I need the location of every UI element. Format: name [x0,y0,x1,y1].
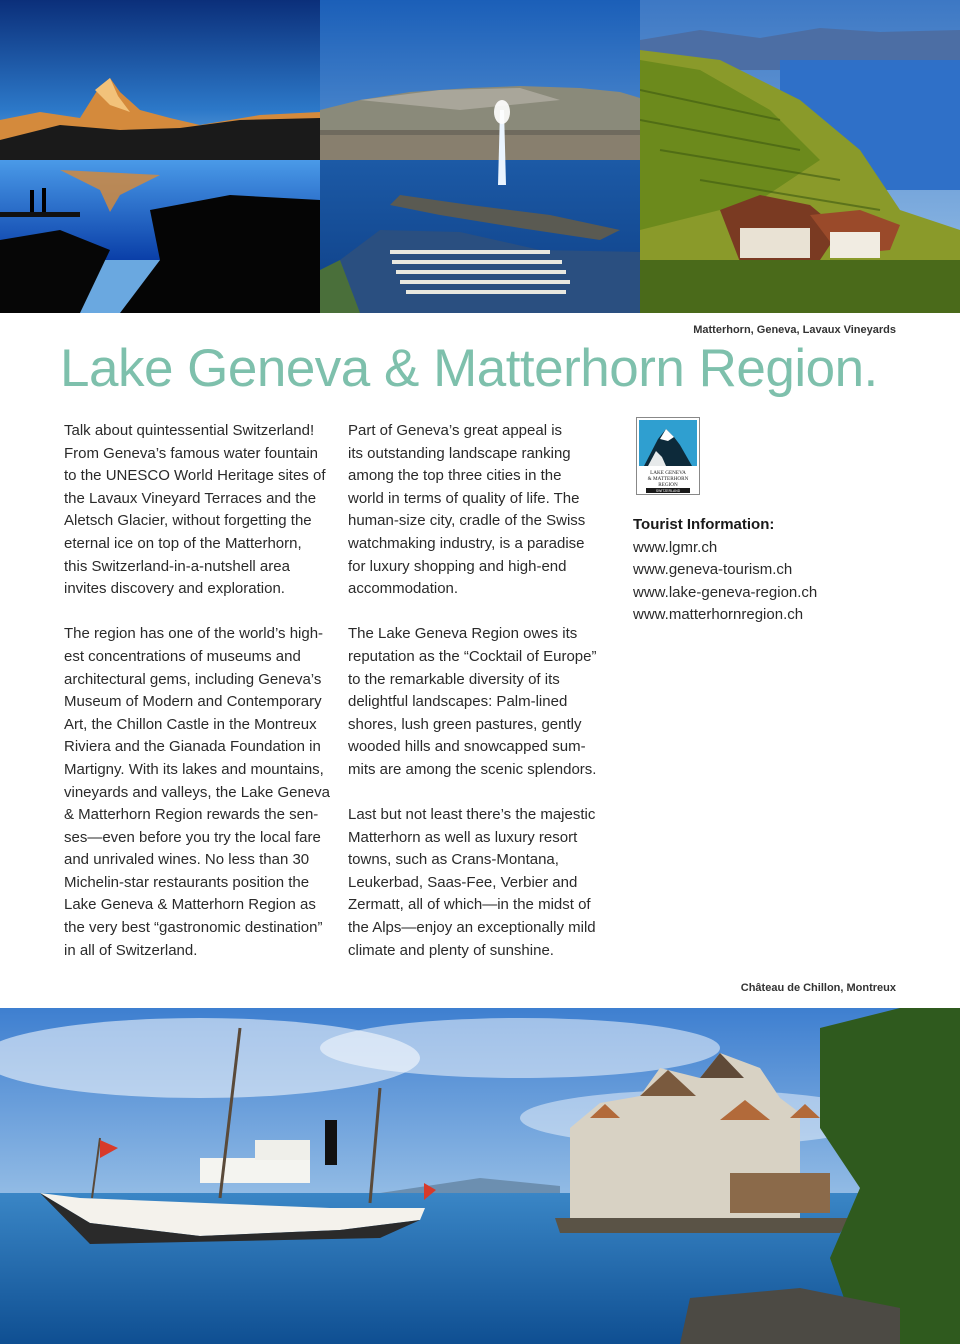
chateau-de-chillon-photo [0,1008,960,1344]
text-column-left [64,420,332,985]
logo-line-4: SWITZERLAND [655,489,681,493]
geneva-photo [320,0,640,313]
bottom-photo-caption: Château de Chillon, Montreux [740,982,896,994]
region-logo [636,417,700,495]
paragraph: Part of Geneva’s great appeal is its outstanding landscape ranking among the top three cities in the world in terms of quality of life. The human-size city, cradle of the Swiss watchmaking industry, is a paradise for luxury shopping and high-end accommodation. [348,422,586,598]
paragraph: The Lake Geneva Region owes its reputation as the “Cocktail of Europe” to the remarkable diversity of its delightful landscapes: Palm-lined shores, lush green pastures, gently wooded hills and snowcapped sum- mits are among the scenic splendors. [348,625,597,778]
website-link[interactable]: www.geneva-tourism.ch [633,561,793,579]
paragraph: Last but not least there’s the majestic Matterhorn as well as luxury resort towns, such as Crans-Montana, Leukerbad, Saas-Fee, Verbier and Zermatt, all of which—in the midst of the Alps—enjoy an exceptionally mild climate and plenty of sunshine. [348,806,596,959]
top-photo-strip [0,0,960,313]
website-link[interactable]: www.lake-geneva-region.ch [633,583,818,601]
website-link[interactable]: www.matterhornregion.ch [633,606,804,624]
logo-line-2: & MATTERHORN [647,476,689,482]
paragraph: Talk about quintessential Switzerland! From Geneva’s famous water fountain to the UNESCO World Heritage sites of the Lavaux Vineyard Terraces and the Aletsch Glacier, without forgetting the eternal ice on top of the Matterhorn, this Switzerland-in-a-nutshell area invites discovery and exploration. [64,422,326,598]
matterhorn-photo [0,0,320,313]
logo-line-3: REGION [658,482,678,488]
top-photo-caption: Matterhorn, Geneva, Lavaux Vineyards [693,324,896,336]
text-column-middle [348,420,616,985]
lavaux-vineyards-photo [640,0,960,313]
paragraph: The region has one of the world’s high- est concentrations of museums and architectural gems, including Geneva’s Museum of Modern and Contemporary Art, the Chillon Castle in the Montreux Riviera and the Gianada Foundation in Martigny. With its lakes and mountains, vineyards and valleys, the Lake Geneva & Matterhorn Region rewards the sen- ses—even before you try the local fare and unrivaled wines. No less than 30 Michelin-star restaurants position the Lake Geneva & Matterhorn Region as the very best “gastronomic destination” in all of Switzerland. [64,625,330,959]
logo-line-1: LAKE GENEVA [650,470,686,476]
tourist-info-heading: Tourist Information: [633,516,775,533]
page-title: Lake Geneva & Matterhorn Region. [60,339,878,398]
website-link[interactable]: www.lgmr.ch [633,538,718,556]
tourist-information [633,514,817,627]
